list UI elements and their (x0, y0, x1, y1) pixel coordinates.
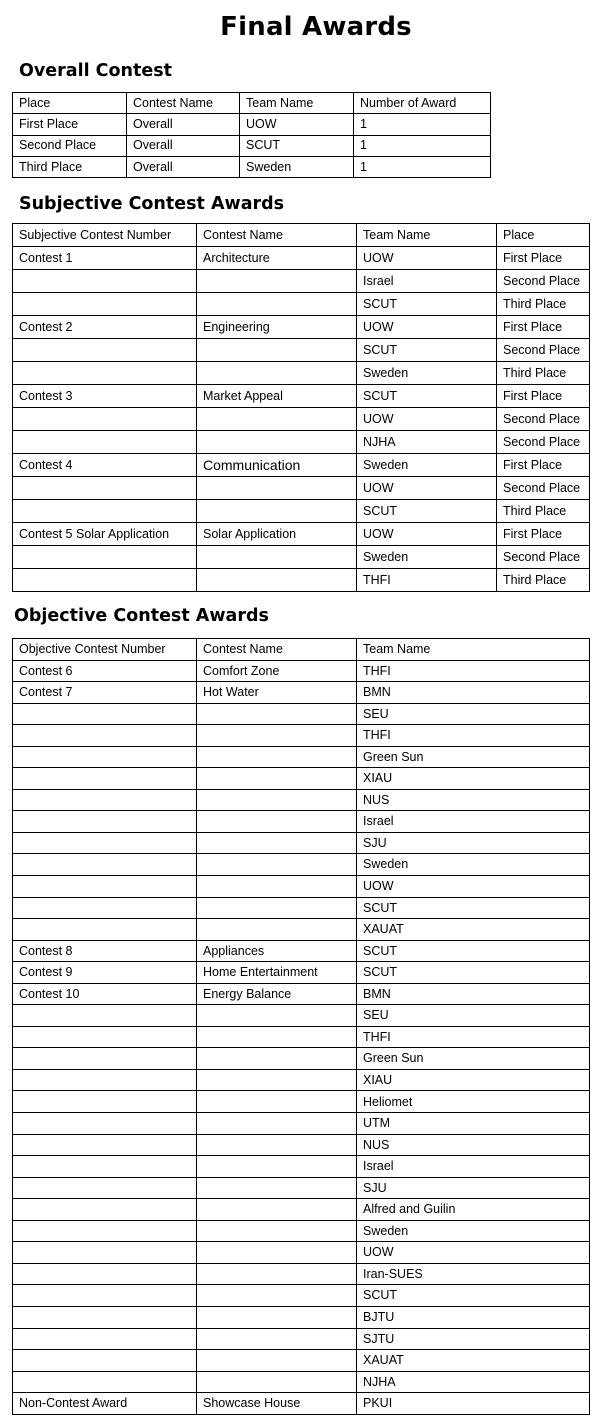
table-cell: BJTU (357, 1306, 590, 1328)
table-cell (197, 725, 357, 747)
table-cell: Comfort Zone (197, 660, 357, 682)
table-header-row (13, 93, 491, 114)
table-cell: BMN (357, 682, 590, 704)
table-header-row (13, 639, 590, 661)
table-cell: UOW (357, 316, 497, 339)
column-header: Number of Award (354, 93, 491, 114)
table-cell (197, 1026, 357, 1048)
table-cell: UOW (357, 247, 497, 270)
table-cell: Sweden (240, 156, 354, 177)
table-cell: SJU (357, 1177, 590, 1199)
table-cell (13, 1134, 197, 1156)
table-row (13, 270, 590, 293)
table-cell (13, 832, 197, 854)
table-cell: NJHA (357, 431, 497, 454)
table-cell (197, 832, 357, 854)
table-cell (197, 1220, 357, 1242)
table-cell: Communication (197, 454, 357, 477)
table-cell: Sweden (357, 854, 590, 876)
table-cell (13, 746, 197, 768)
table-row (13, 293, 590, 316)
table-cell (197, 293, 357, 316)
overall-contest-table (12, 92, 491, 178)
objective-contest-table (12, 638, 590, 1415)
table-row (13, 114, 491, 135)
table-cell (13, 1026, 197, 1048)
table-cell: Alfred and Guilin (357, 1199, 590, 1221)
table-cell: SCUT (240, 135, 354, 156)
table-cell (197, 1091, 357, 1113)
table-cell: UOW (240, 114, 354, 135)
table-cell (197, 1328, 357, 1350)
table-cell: Sweden (357, 362, 497, 385)
table-row (13, 1242, 590, 1264)
table-cell (13, 1220, 197, 1242)
table-cell (13, 1091, 197, 1113)
table-cell: Third Place (13, 156, 127, 177)
table-cell: Engineering (197, 316, 357, 339)
table-row (13, 1328, 590, 1350)
table-cell: Third Place (497, 293, 590, 316)
table-cell: XAUAT (357, 919, 590, 941)
table-cell (197, 431, 357, 454)
table-cell: SCUT (357, 1285, 590, 1307)
column-header: Contest Name (197, 224, 357, 247)
table-row (13, 156, 491, 177)
column-header: Team Name (357, 639, 590, 661)
table-cell (13, 1199, 197, 1221)
objective-contest-heading: Objective Contest Awards (14, 606, 269, 626)
table-cell (197, 919, 357, 941)
table-cell (13, 1242, 197, 1264)
table-cell: Energy Balance (197, 983, 357, 1005)
table-cell (13, 500, 197, 523)
table-cell: Second Place (13, 135, 127, 156)
table-cell (13, 1177, 197, 1199)
table-cell (13, 477, 197, 500)
table-cell: XIAU (357, 1069, 590, 1091)
table-cell: Contest 10 (13, 983, 197, 1005)
table-cell: XIAU (357, 768, 590, 790)
table-cell: THFI (357, 725, 590, 747)
table-cell: UOW (357, 477, 497, 500)
table-row (13, 1263, 590, 1285)
table-cell: Contest 2 (13, 316, 197, 339)
table-row (13, 876, 590, 898)
table-cell: Sweden (357, 454, 497, 477)
table-cell (197, 1371, 357, 1393)
table-cell: UOW (357, 408, 497, 431)
table-cell (197, 897, 357, 919)
table-cell (13, 431, 197, 454)
table-cell: Sweden (357, 1220, 590, 1242)
table-cell: THFI (357, 569, 497, 592)
table-cell (13, 362, 197, 385)
table-cell (13, 546, 197, 569)
table-cell: BMN (357, 983, 590, 1005)
table-row (13, 1350, 590, 1372)
table-cell: Overall (127, 135, 240, 156)
table-cell: Third Place (497, 569, 590, 592)
table-cell: Second Place (497, 339, 590, 362)
table-row (13, 500, 590, 523)
table-cell (13, 1069, 197, 1091)
table-cell: SEU (357, 1005, 590, 1027)
table-cell: Contest 3 (13, 385, 197, 408)
table-row (13, 1220, 590, 1242)
table-cell: UOW (357, 523, 497, 546)
table-row (13, 339, 590, 362)
table-row (13, 768, 590, 790)
table-cell (197, 1134, 357, 1156)
table-row (13, 1005, 590, 1027)
table-cell (13, 1263, 197, 1285)
table-cell: Solar Application (197, 523, 357, 546)
table-cell (197, 811, 357, 833)
table-row (13, 940, 590, 962)
table-cell (197, 546, 357, 569)
table-cell (197, 270, 357, 293)
table-row (13, 454, 590, 477)
column-header: Team Name (240, 93, 354, 114)
table-cell (13, 1350, 197, 1372)
table-cell: Israel (357, 270, 497, 293)
table-cell (197, 1242, 357, 1264)
table-row (13, 725, 590, 747)
table-cell (13, 1371, 197, 1393)
table-cell: Second Place (497, 546, 590, 569)
table-cell: Hot Water (197, 682, 357, 704)
table-cell: First Place (497, 385, 590, 408)
column-header: Contest Name (127, 93, 240, 114)
table-cell: SEU (357, 703, 590, 725)
table-cell (13, 725, 197, 747)
table-cell: Contest 5 Solar Application (13, 523, 197, 546)
table-cell (13, 919, 197, 941)
table-cell: Third Place (497, 362, 590, 385)
table-cell (13, 293, 197, 316)
table-row (13, 897, 590, 919)
table-row (13, 983, 590, 1005)
table-cell (197, 746, 357, 768)
table-row (13, 1026, 590, 1048)
table-row (13, 1306, 590, 1328)
table-cell (13, 811, 197, 833)
table-cell: PKUI (357, 1393, 590, 1415)
table-cell (197, 1156, 357, 1178)
table-cell (197, 1113, 357, 1135)
table-cell (13, 854, 197, 876)
table-cell (13, 270, 197, 293)
table-cell: Second Place (497, 408, 590, 431)
table-cell: Green Sun (357, 746, 590, 768)
subjective-contest-table (12, 223, 590, 592)
table-row (13, 431, 590, 454)
table-row (13, 660, 590, 682)
table-cell (197, 500, 357, 523)
table-cell (13, 339, 197, 362)
table-cell: Contest 6 (13, 660, 197, 682)
table-row (13, 832, 590, 854)
table-cell (13, 1328, 197, 1350)
table-cell: Showcase House (197, 1393, 357, 1415)
table-cell: First Place (497, 316, 590, 339)
table-cell: Third Place (497, 500, 590, 523)
table-row (13, 546, 590, 569)
table-cell: Overall (127, 156, 240, 177)
table-row (13, 1177, 590, 1199)
table-cell: Sweden (357, 546, 497, 569)
table-cell: THFI (357, 660, 590, 682)
table-cell: Israel (357, 1156, 590, 1178)
column-header: Objective Contest Number (13, 639, 197, 661)
table-row (13, 362, 590, 385)
table-cell (13, 789, 197, 811)
table-cell (197, 1199, 357, 1221)
table-cell: SJU (357, 832, 590, 854)
table-cell (197, 339, 357, 362)
table-cell: Appliances (197, 940, 357, 962)
table-cell: First Place (497, 247, 590, 270)
table-cell: Home Entertainment (197, 962, 357, 984)
table-cell: SCUT (357, 897, 590, 919)
table-cell (197, 1306, 357, 1328)
table-cell (13, 703, 197, 725)
column-header: Team Name (357, 224, 497, 247)
table-cell: SCUT (357, 339, 497, 362)
table-row (13, 1199, 590, 1221)
table-cell: SCUT (357, 962, 590, 984)
table-cell (197, 569, 357, 592)
table-cell: 1 (354, 114, 491, 135)
table-cell (197, 854, 357, 876)
table-cell: Overall (127, 114, 240, 135)
table-cell: Non-Contest Award (13, 1393, 197, 1415)
table-cell (13, 897, 197, 919)
table-row (13, 1285, 590, 1307)
table-row (13, 523, 590, 546)
table-row (13, 919, 590, 941)
page-title: Final Awards (220, 12, 412, 42)
column-header: Contest Name (197, 639, 357, 661)
subjective-contest-heading: Subjective Contest Awards (19, 194, 285, 214)
table-cell (13, 1005, 197, 1027)
overall-contest-heading: Overall Contest (19, 61, 173, 81)
table-cell (197, 1263, 357, 1285)
table-cell (13, 876, 197, 898)
table-row (13, 789, 590, 811)
table-cell (197, 1005, 357, 1027)
table-row (13, 1069, 590, 1091)
table-row (13, 703, 590, 725)
table-cell (197, 1350, 357, 1372)
table-cell (13, 569, 197, 592)
table-row (13, 1393, 590, 1415)
table-row (13, 1048, 590, 1070)
table-row (13, 1113, 590, 1135)
table-row (13, 316, 590, 339)
column-header: Place (13, 93, 127, 114)
table-cell (13, 1156, 197, 1178)
table-row (13, 1371, 590, 1393)
table-cell: Architecture (197, 247, 357, 270)
table-cell (13, 408, 197, 431)
table-cell (197, 1285, 357, 1307)
table-row (13, 682, 590, 704)
table-cell (197, 477, 357, 500)
table-cell: Heliomet (357, 1091, 590, 1113)
table-row (13, 569, 590, 592)
table-cell: SCUT (357, 293, 497, 316)
table-cell (197, 703, 357, 725)
table-cell: Market Appeal (197, 385, 357, 408)
table-cell: NUS (357, 1134, 590, 1156)
table-cell: SCUT (357, 385, 497, 408)
table-row (13, 385, 590, 408)
table-cell: 1 (354, 156, 491, 177)
table-cell: Israel (357, 811, 590, 833)
table-cell: SCUT (357, 500, 497, 523)
table-cell: Green Sun (357, 1048, 590, 1070)
table-cell: Contest 1 (13, 247, 197, 270)
table-row (13, 477, 590, 500)
table-cell: UOW (357, 1242, 590, 1264)
table-cell (197, 876, 357, 898)
table-cell: SCUT (357, 940, 590, 962)
table-cell (197, 362, 357, 385)
table-row (13, 746, 590, 768)
table-cell (13, 1113, 197, 1135)
table-cell: UTM (357, 1113, 590, 1135)
table-cell (197, 408, 357, 431)
table-cell: First Place (497, 523, 590, 546)
table-cell: NUS (357, 789, 590, 811)
table-cell (13, 768, 197, 790)
table-cell (197, 1069, 357, 1091)
table-cell (13, 1048, 197, 1070)
table-cell: Contest 7 (13, 682, 197, 704)
table-cell (13, 1306, 197, 1328)
table-cell: Contest 4 (13, 454, 197, 477)
table-header-row (13, 224, 590, 247)
table-cell (197, 789, 357, 811)
table-cell: XAUAT (357, 1350, 590, 1372)
table-cell: THFI (357, 1026, 590, 1048)
table-row (13, 811, 590, 833)
table-cell: Contest 9 (13, 962, 197, 984)
table-row (13, 408, 590, 431)
table-cell: Second Place (497, 477, 590, 500)
table-row (13, 1156, 590, 1178)
table-row (13, 1091, 590, 1113)
table-cell: Second Place (497, 270, 590, 293)
column-header: Place (497, 224, 590, 247)
table-cell: SJTU (357, 1328, 590, 1350)
table-cell (197, 1048, 357, 1070)
table-row (13, 962, 590, 984)
table-cell: UOW (357, 876, 590, 898)
table-row (13, 854, 590, 876)
table-row (13, 247, 590, 270)
table-cell: First Place (13, 114, 127, 135)
table-cell: NJHA (357, 1371, 590, 1393)
table-row (13, 135, 491, 156)
column-header: Subjective Contest Number (13, 224, 197, 247)
table-cell (13, 1285, 197, 1307)
table-cell: Second Place (497, 431, 590, 454)
table-cell (197, 768, 357, 790)
table-row (13, 1134, 590, 1156)
table-cell: First Place (497, 454, 590, 477)
table-cell: Contest 8 (13, 940, 197, 962)
table-cell: Iran-SUES (357, 1263, 590, 1285)
table-cell: 1 (354, 135, 491, 156)
table-cell (197, 1177, 357, 1199)
